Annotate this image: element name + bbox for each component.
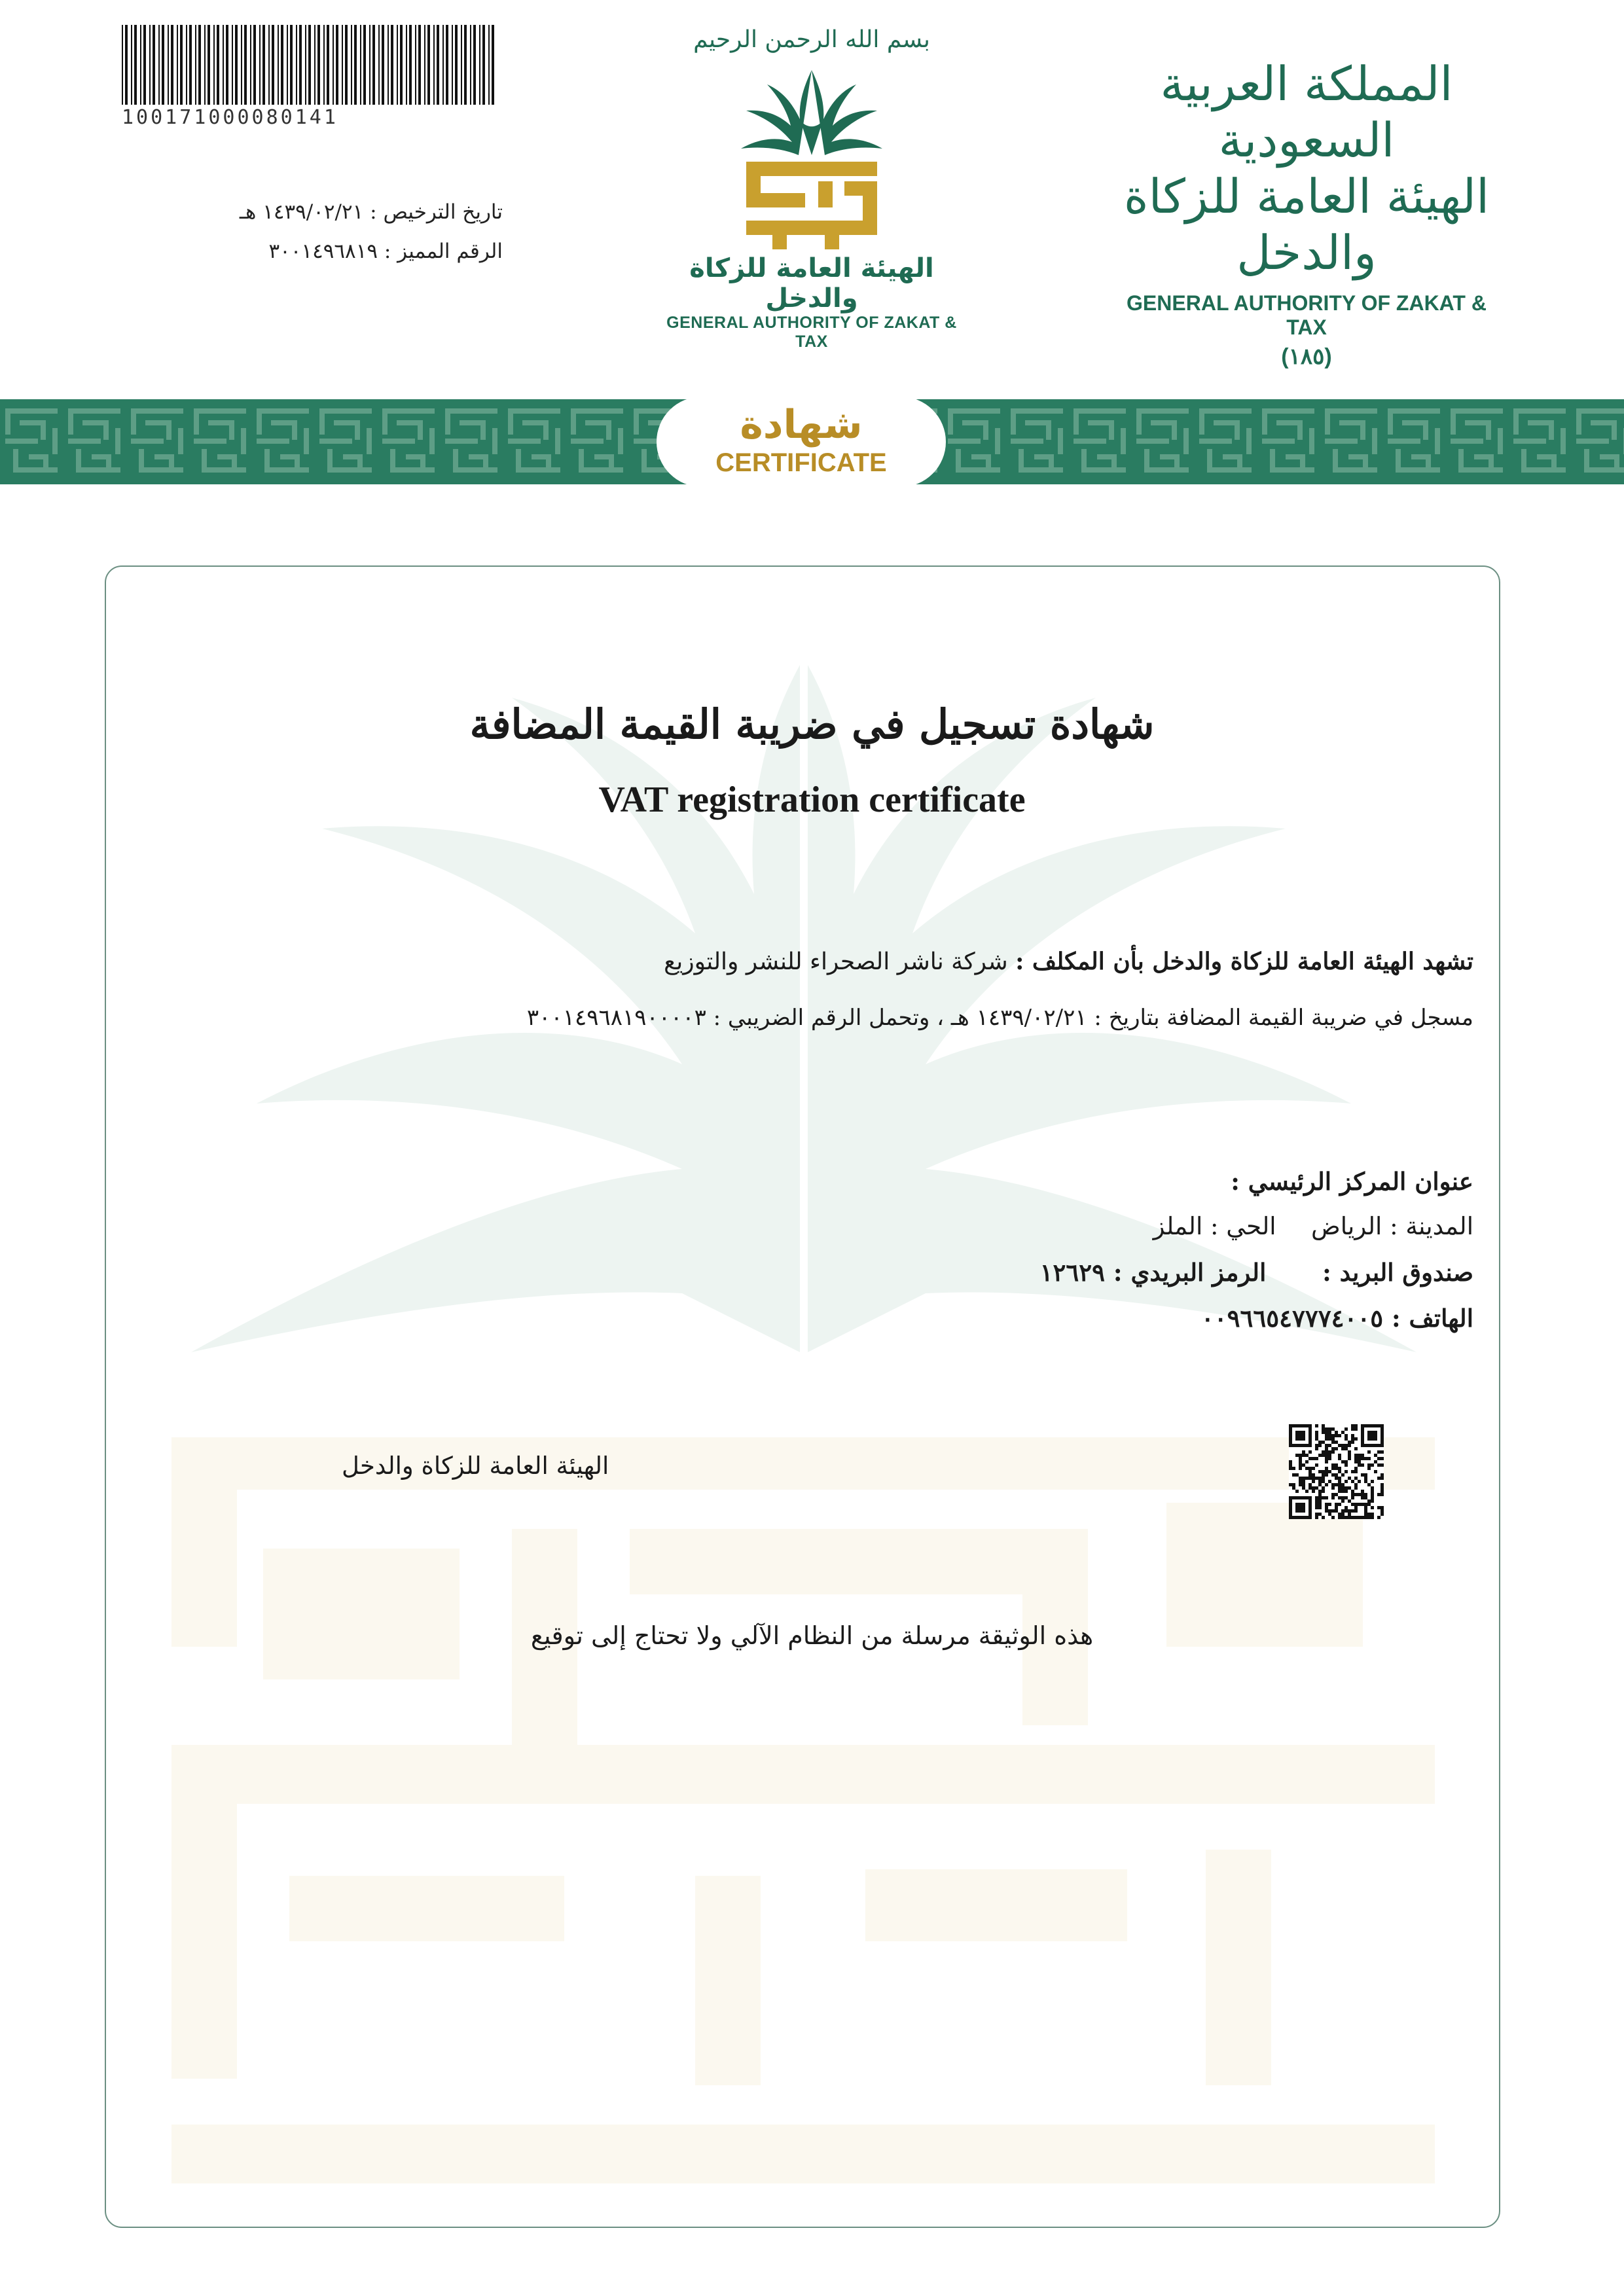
pobox-label: صندوق البريد : <box>1322 1258 1473 1287</box>
basmala: بسم الله الرحمن الرحيم <box>693 26 930 53</box>
right-emblem <box>1110 56 1503 370</box>
address-heading: عنوان المركز الرئيسي : <box>1231 1167 1473 1196</box>
license-number-value: ٣٠٠١٤٩٦٨١٩ <box>268 240 378 263</box>
postal-label: الرمز البريدي : <box>1113 1258 1267 1287</box>
center-emblem-name-ar: الهيئة العامة للزكاة والدخل <box>689 253 934 314</box>
license-date-value: ١٤٣٩/٠٢/٢١ هـ <box>239 200 364 224</box>
center-emblem-name-en: GENERAL AUTHORITY OF ZAKAT & TAX <box>666 314 957 351</box>
automated-document-note: هذه الوثيقة مرسلة من النظام الآلي ولا تحتاج إلى توقيع <box>530 1621 1094 1650</box>
attestation-line <box>664 948 1473 975</box>
license-number <box>268 240 503 263</box>
certificate-badge <box>657 397 946 487</box>
city-label: المدينة : <box>1390 1212 1473 1240</box>
barcode-number: 100171000080141 <box>122 106 338 129</box>
attestation-label: تشهد الهيئة العامة للزكاة والدخل بأن المكلف : <box>1015 948 1473 975</box>
zakat-palm-logo-icon <box>727 57 897 253</box>
certificate-title-ar: شهادة تسجيل في ضريبة القيمة المضافة <box>469 700 1155 748</box>
barcode <box>122 25 495 130</box>
right-emblem-name-en: GENERAL AUTHORITY OF ZAKAT & TAX <box>1127 291 1487 339</box>
authority-signature-text: الهيئة العامة للزكاة والدخل <box>342 1452 609 1480</box>
phone-label: الهاتف : <box>1391 1304 1473 1333</box>
right-emblem-number: (١٨٥) <box>1281 344 1332 369</box>
address-phone <box>1201 1304 1473 1333</box>
barcode-icon <box>122 25 495 105</box>
certificate-title-en: VAT registration certificate <box>598 780 1026 820</box>
city-value: الرياض <box>1311 1212 1382 1240</box>
certificate-badge-ar: شهادة <box>740 402 863 448</box>
authority-name-calligraphy: الهيئة العامة للزكاة والدخل <box>1123 169 1490 280</box>
kingdom-name-calligraphy: المملكة العربية السعودية <box>1160 56 1453 168</box>
address-city-district <box>1153 1212 1473 1240</box>
center-emblem <box>648 26 975 351</box>
address-postal <box>1040 1258 1473 1287</box>
license-date <box>240 200 503 224</box>
qr-code-icon <box>1289 1424 1384 1519</box>
company-name: شركة ناشر الصحراء للنشر والتوزيع <box>664 948 1008 975</box>
district-value: الملز <box>1153 1212 1203 1240</box>
postal-value: ١٢٦٢٩ <box>1039 1258 1106 1287</box>
license-number-label: الرقم المميز : <box>384 240 503 263</box>
registration-line: مسجل في ضريبة القيمة المضافة بتاريخ : ١٤٣٩/٠٢/٢١ هـ ، وتحمل الرقم الضريبي : ٣٠٠١٤٩٦٨١٩٠٠٠٠٣ <box>526 1005 1473 1031</box>
district-label: الحي : <box>1210 1212 1276 1240</box>
certificate-badge-en: CERTIFICATE <box>715 448 887 477</box>
phone-value: ٠٠٩٦٦٥٤٧٧٧٤٠٠٥ <box>1200 1304 1384 1333</box>
license-date-label: تاريخ الترخيص : <box>370 200 503 224</box>
